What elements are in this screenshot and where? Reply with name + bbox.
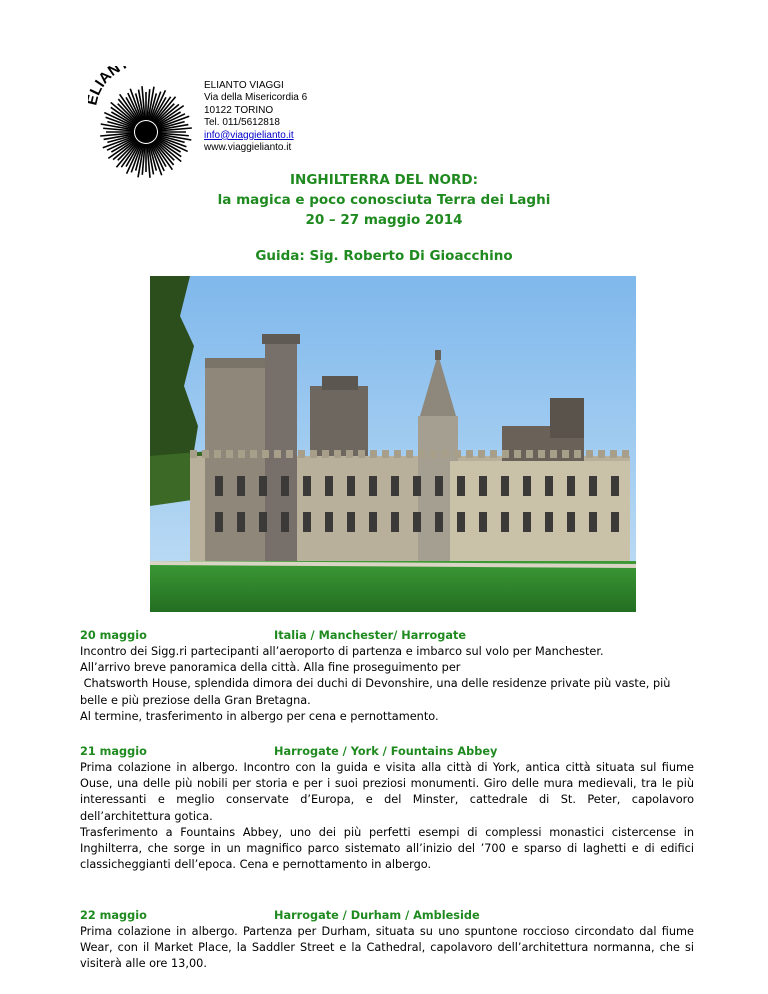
trip-title (0, 170, 768, 230)
agency-city: 10122 TORINO (204, 104, 274, 116)
guide-line: Guida: Sig. Roberto Di Gioacchino (255, 248, 513, 264)
day-paragraph: Incontro dei Sigg.ri partecipanti all’aeroporto di partenza e imbarco sul volo per Manchester. (80, 645, 604, 658)
day-paragraph: Al termine, trasferimento in albergo per cena e pernottamento. (80, 709, 439, 723)
day-20-maggio (80, 628, 694, 725)
day-route: Harrogate / Durham / Ambleside (274, 909, 480, 922)
day-heading (80, 744, 694, 760)
day-paragraph: All’arrivo breve panoramica della città. Alla fine proseguimento per (80, 661, 461, 675)
castle-photo (150, 276, 636, 612)
day-date: 22 maggio (80, 909, 147, 922)
day-date: 20 maggio (80, 629, 147, 642)
title-line-3: 20 – 27 maggio 2014 (305, 212, 463, 228)
day-21-maggio (80, 744, 694, 873)
agency-address: Via della Misericordia 6 (204, 92, 308, 104)
day-heading (80, 908, 694, 924)
day-paragraph: Chatsworth House, splendida dimora dei duchi di Devonshire, una delle residenze private più vaste, più belle e più preziose della Gran Bretagna. (80, 677, 675, 707)
agency-phone: Tel. 011/5612818 (204, 117, 280, 129)
day-paragraph: Prima colazione in albergo. Incontro con la guida e visita alla città di York, antica città situata sul fiume Ouse, una delle più nobili per storia e per i suoi preziosi monumenti. Giro delle mura medievali, tra le più interessanti e meglio conservate d’Europa, e del Minster, cattedrale di St. Peter, capolavoro dell’architettura gotica. (80, 761, 694, 823)
agency-email-link[interactable]: info@viaggielianto.it (204, 129, 294, 141)
agency-info (204, 80, 307, 154)
agency-name: ELIANTO VIAGGI (204, 80, 284, 91)
elianto-logo (88, 66, 200, 178)
day-date: 21 maggio (80, 745, 147, 758)
title-line-1: INGHILTERRA DEL NORD: (290, 172, 478, 188)
svg-text:ELIANTO: LIAN (88, 66, 124, 98)
day-paragraph: Prima colazione in albergo. Partenza per Durham, situata su uno spuntone roccioso circondato dal fiume Wear, con il Market Place, la Saddler Street e la Cathedral, capolavoro dell’architettura normanna, che si visiterà alle ore 13,00. (80, 925, 694, 971)
day-22-maggio (80, 908, 694, 973)
day-route: Italia / Manchester/ Harrogate (274, 629, 467, 642)
day-heading (80, 628, 694, 644)
day-paragraph: Trasferimento a Fountains Abbey, uno dei più perfetti esempi di complessi monastici cistercense in Inghilterra, che sorge in un magnifico parco sistemato all’inizio del ’700 e sparso di laghetti e di edifici classicheggianti dell’epoca. Cena e pernottamento in albergo. (80, 825, 694, 872)
day-route: Harrogate / York / Fountains Abbey (274, 745, 498, 758)
title-line-2: la magica e poco conosciuta Terra dei Laghi (217, 192, 551, 208)
agency-website: www.viaggielianto.it (204, 142, 292, 154)
